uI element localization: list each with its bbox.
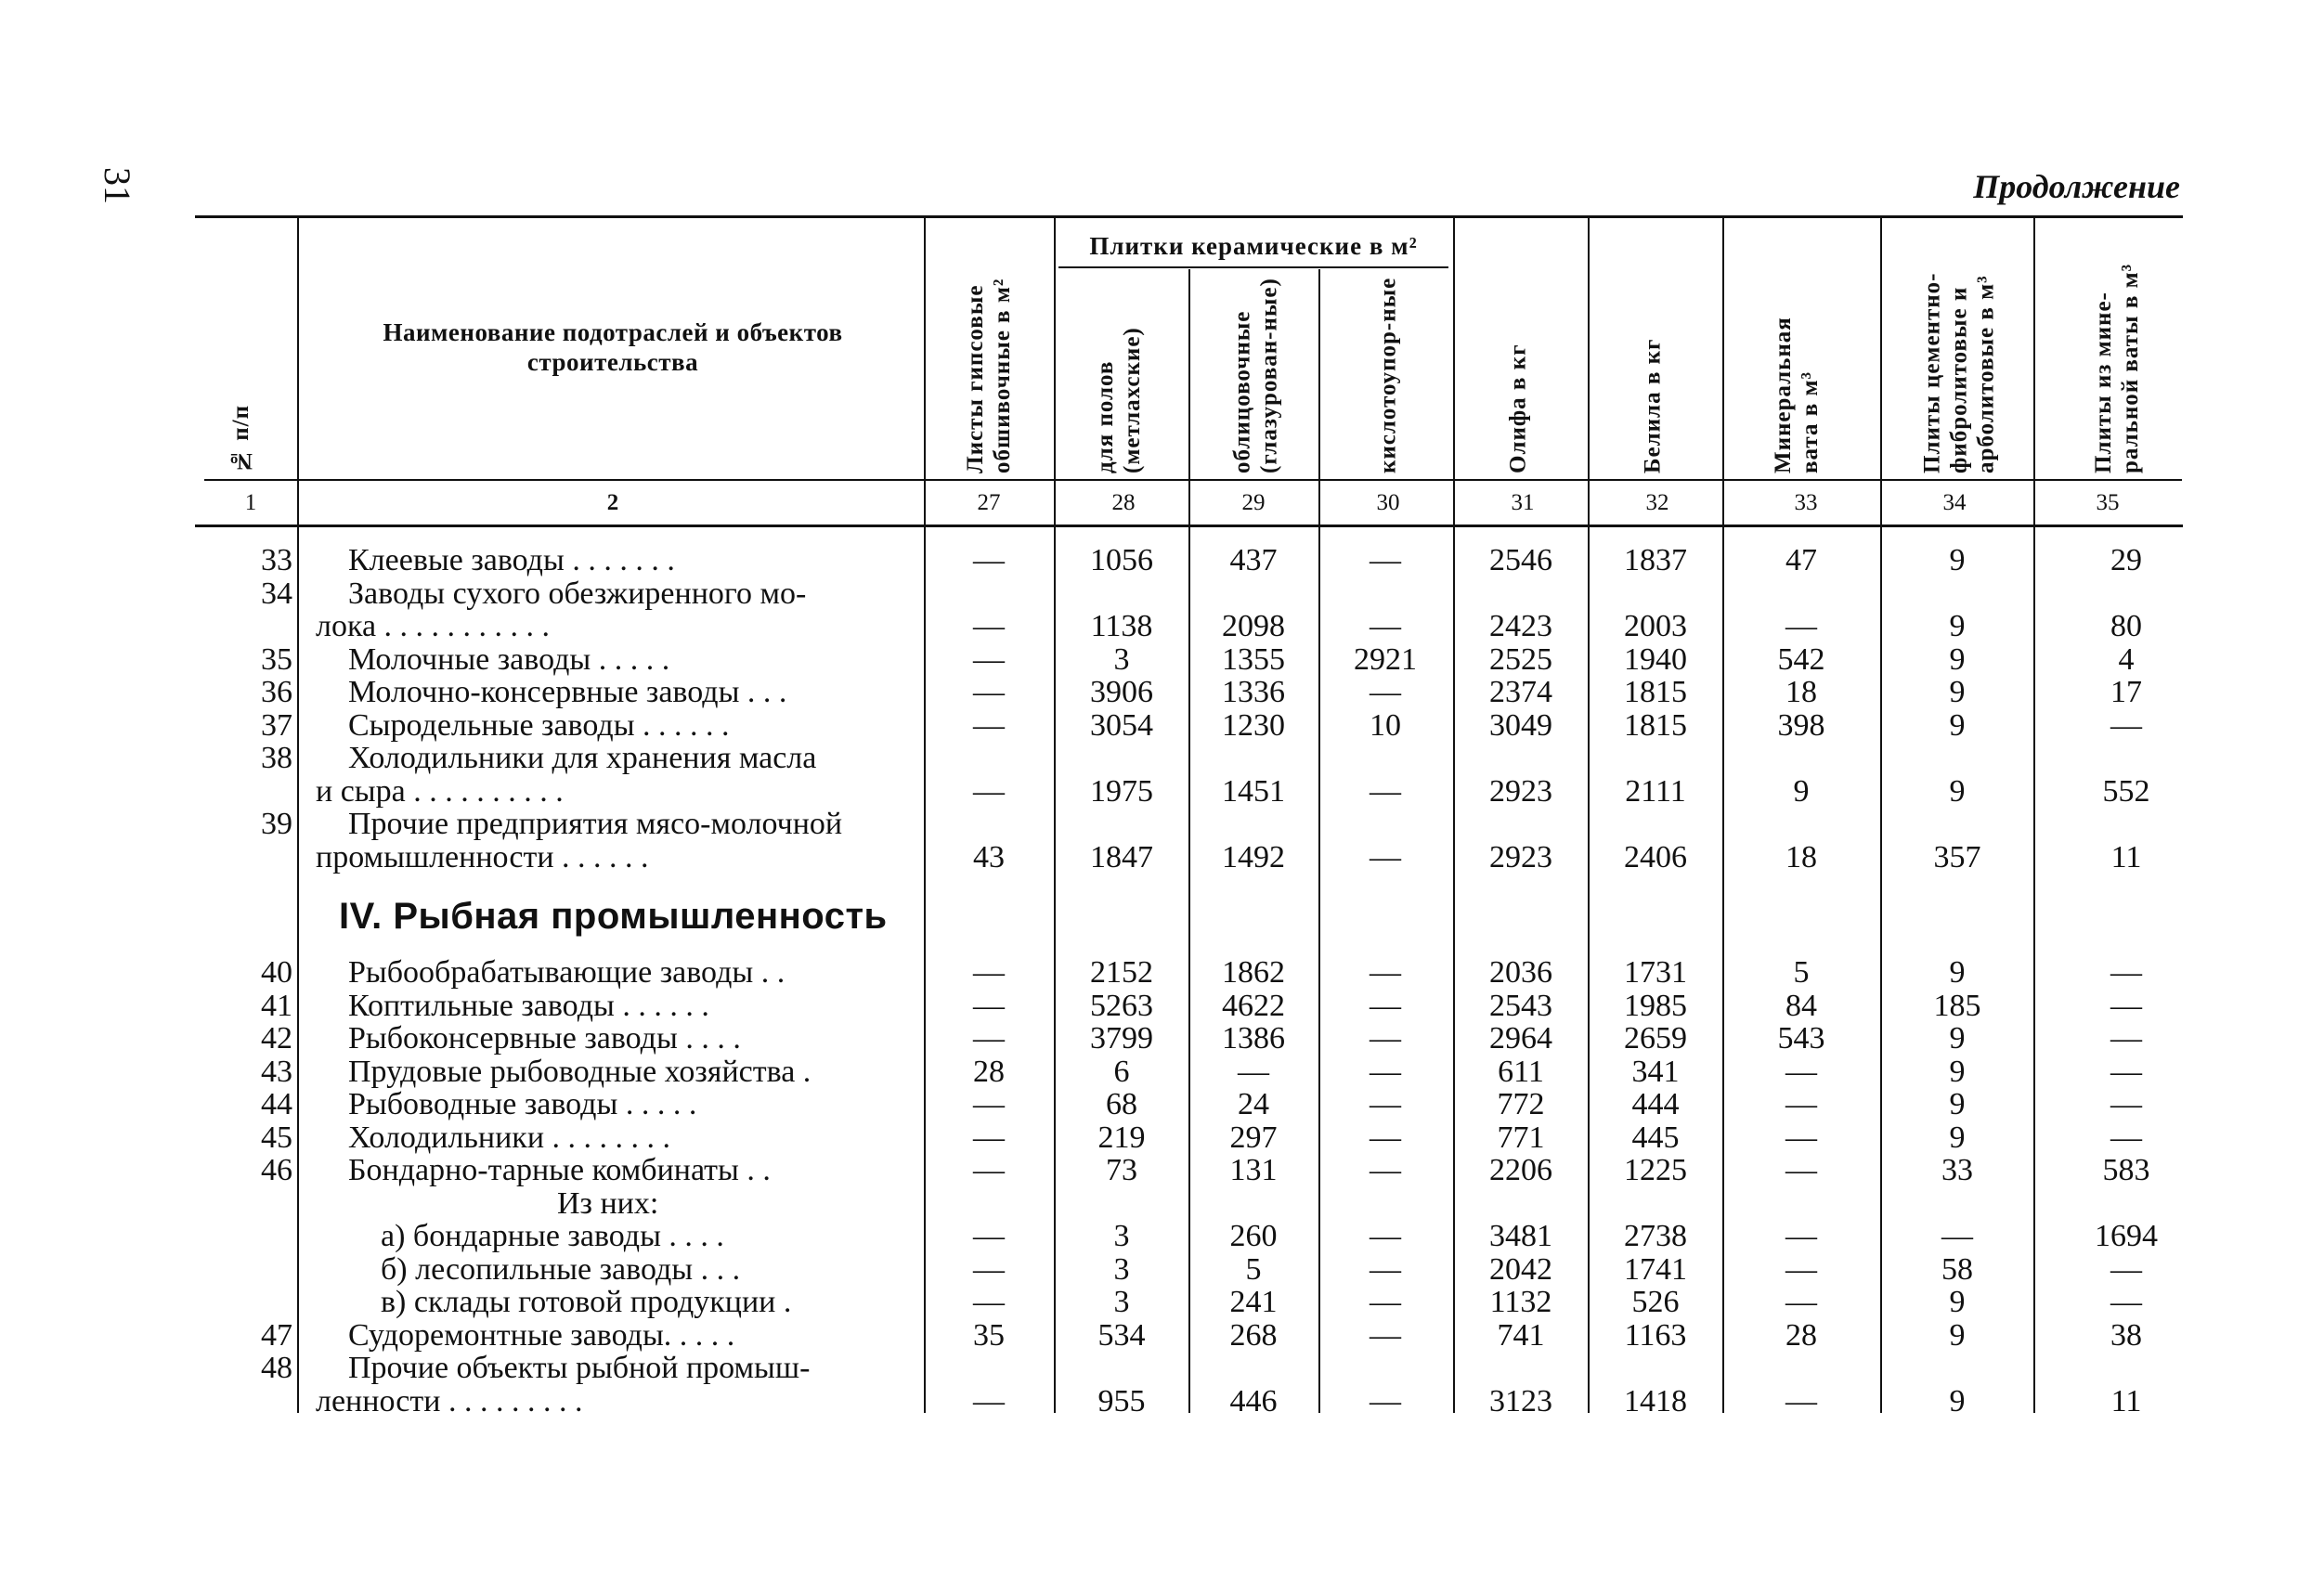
cell-col31: 741 (1497, 1317, 1545, 1353)
row-number: 46 (261, 1153, 292, 1187)
cell-col32: 1815 (1624, 707, 1687, 743)
cell-col28: 3799 (1090, 1021, 1153, 1055)
row-number: 43 (261, 1054, 292, 1089)
row-name-line: Молочно-консервные заводы . . . (348, 676, 787, 709)
cell-col33: 47 (1785, 543, 1817, 577)
row-name-line: Прудовые рыбоводные хозяйства . (348, 1055, 811, 1089)
cell-col35: — (2110, 1120, 2142, 1155)
column-number-35: 35 (2096, 490, 2120, 515)
column-number-29: 29 (1241, 490, 1266, 515)
header-col35: Плиты из мине-ральной ваты в м³ (2091, 263, 2143, 473)
top-rule (195, 215, 2183, 218)
cell-col29: 1451 (1222, 773, 1285, 809)
column-number-32: 32 (1645, 490, 1669, 515)
row-name-line: Из них: (557, 1186, 659, 1221)
column-divider (1880, 215, 1882, 1413)
cell-col34: 357 (1933, 839, 1981, 874)
cell-col35: — (2110, 1251, 2142, 1287)
cell-col31: 2036 (1489, 955, 1552, 990)
cell-col28: 1138 (1090, 609, 1153, 643)
header-col34: Плиты цементно-фибролитовые и арболитовые в м³ (1919, 272, 1999, 473)
row-number: 33 (261, 543, 292, 577)
cell-col31: 2923 (1489, 839, 1552, 874)
cell-col35: — (2110, 1054, 2142, 1089)
cell-col29: 1230 (1222, 707, 1285, 743)
row-name-line: Рыбоконсервные заводы . . . . (348, 1022, 741, 1055)
cell-col34: 33 (1941, 1153, 1973, 1187)
row-name-line: Прочие объекты рыбной промыш- (348, 1352, 811, 1385)
row-number: 45 (261, 1120, 292, 1155)
column-divider (1588, 215, 1590, 1413)
cell-col34: 9 (1949, 955, 1966, 990)
cell-col27: — (973, 1285, 1005, 1319)
cell-col34: 9 (1949, 773, 1966, 809)
header-col29: облицовочные (глазурован-ные) (1229, 278, 1282, 473)
cell-col31: 2923 (1489, 773, 1552, 809)
cell-col34: 58 (1941, 1251, 1973, 1287)
cell-col30: — (1370, 955, 1401, 990)
cell-col33: — (1785, 609, 1817, 643)
cell-col35: — (2110, 707, 2142, 743)
cell-col27: — (973, 675, 1005, 709)
row-number: 47 (261, 1317, 292, 1353)
cell-col30: — (1370, 1251, 1401, 1287)
cell-col35: 38 (2110, 1317, 2142, 1353)
cell-col32: 444 (1631, 1087, 1680, 1121)
cell-col32: 341 (1631, 1054, 1680, 1089)
mid-rule (195, 525, 2183, 527)
row-number: 34 (261, 576, 292, 611)
column-divider (1722, 215, 1724, 1413)
header-col28: для полов (метлахские) (1093, 327, 1145, 473)
header-ceramic-group: Плитки керамические в м² (1089, 232, 1418, 260)
cell-col30: — (1370, 543, 1401, 577)
cell-col32: 445 (1631, 1120, 1680, 1155)
cell-col32: 2659 (1624, 1021, 1687, 1055)
cell-col35: 583 (2102, 1153, 2150, 1187)
row-number: 38 (261, 741, 292, 775)
cell-col32: 1837 (1624, 543, 1687, 577)
cell-col29: — (1238, 1054, 1269, 1089)
row-number: 48 (261, 1351, 292, 1385)
cell-col35: — (2110, 955, 2142, 990)
row-name-line: Бондарно-тарные комбинаты . . (348, 1154, 771, 1187)
header-col31: Олифа в кг (1505, 343, 1531, 473)
cell-col30: — (1370, 609, 1401, 643)
cell-col27: — (973, 955, 1005, 990)
cell-col30: — (1370, 1120, 1401, 1155)
cell-col34: 9 (1949, 1383, 1966, 1418)
row-number: 44 (261, 1087, 292, 1121)
cell-col28: 1847 (1090, 839, 1153, 874)
cell-col29: 1355 (1222, 641, 1285, 677)
cell-col30: — (1370, 1153, 1401, 1187)
cell-col34: 9 (1949, 1285, 1966, 1319)
row-name-line: б) лесопильные заводы . . . (381, 1252, 741, 1287)
cell-col34: — (1941, 1219, 1973, 1253)
cell-col31: 3481 (1489, 1219, 1552, 1253)
cell-col34: 9 (1949, 609, 1966, 643)
row-name-line: Судоремонтные заводы. . . . . (348, 1318, 735, 1353)
cell-col33: 18 (1785, 675, 1817, 709)
cell-col27: — (973, 1120, 1005, 1155)
cell-col32: 1940 (1624, 641, 1687, 677)
header-bottom-rule (204, 479, 2182, 481)
cell-col32: 2738 (1624, 1219, 1687, 1253)
cell-col34: 9 (1949, 1120, 1966, 1155)
cell-col34: 9 (1949, 543, 1966, 577)
cell-col33: 543 (1777, 1021, 1825, 1055)
cell-col31: 772 (1497, 1087, 1545, 1121)
cell-col33: 9 (1793, 773, 1810, 809)
cell-col33: — (1785, 1383, 1817, 1418)
cell-col28: 3 (1113, 1251, 1130, 1287)
group-rule (1058, 266, 1448, 268)
cell-col31: 3049 (1489, 707, 1552, 743)
row-name-line: Клеевые заводы . . . . . . . (348, 544, 675, 577)
cell-col33: — (1785, 1219, 1817, 1253)
cell-col32: 1225 (1624, 1153, 1687, 1187)
row-number: 40 (261, 955, 292, 990)
cell-col28: 219 (1097, 1120, 1146, 1155)
cell-col33: 398 (1777, 707, 1825, 743)
column-divider (1054, 215, 1056, 1413)
cell-col35: 1694 (2095, 1219, 2158, 1253)
cell-col27: — (973, 609, 1005, 643)
cell-col33: 542 (1777, 641, 1825, 677)
cell-col32: 526 (1631, 1285, 1680, 1319)
cell-col31: 2546 (1489, 543, 1552, 577)
header-row-number: № п/п (228, 404, 253, 473)
row-name-line: Сыродельные заводы . . . . . . (348, 708, 730, 743)
row-name-line: Рыбообрабатывающие заводы . . (348, 956, 785, 990)
cell-col34: 9 (1949, 707, 1966, 743)
cell-col28: 3 (1113, 1285, 1130, 1319)
row-name-line: Рыбоводные заводы . . . . . (348, 1088, 697, 1121)
row-name-line: промышленности . . . . . . (316, 840, 649, 874)
cell-col30: — (1370, 1054, 1401, 1089)
cell-col28: 2152 (1090, 955, 1153, 990)
cell-col30: — (1370, 1383, 1401, 1418)
row-number: 41 (261, 988, 292, 1023)
cell-col27: — (973, 1219, 1005, 1253)
cell-col27: — (973, 773, 1005, 809)
row-name-line: Коптильные заводы . . . . . . (348, 989, 709, 1023)
cell-col34: 9 (1949, 675, 1966, 709)
column-divider (297, 215, 299, 1413)
row-name-line: Заводы сухого обезжиренного мо- (348, 576, 807, 611)
cell-col30: — (1370, 1317, 1401, 1353)
cell-col34: 9 (1949, 641, 1966, 677)
cell-col34: 9 (1949, 1317, 1966, 1353)
cell-col35: — (2110, 988, 2142, 1023)
cell-col29: 1492 (1222, 839, 1285, 874)
header-name: Наименование подотраслей и объектов строительства (383, 318, 843, 376)
cell-col31: 1132 (1489, 1285, 1552, 1319)
cell-col32: 1741 (1624, 1251, 1687, 1287)
cell-col28: 6 (1113, 1054, 1130, 1089)
cell-col27: 43 (973, 839, 1005, 874)
cell-col32: 2003 (1624, 609, 1687, 643)
column-divider (2033, 215, 2035, 1413)
cell-col30: — (1370, 1021, 1401, 1055)
cell-col27: — (973, 988, 1005, 1023)
cell-col30: 10 (1370, 707, 1401, 743)
cell-col30: — (1370, 988, 1401, 1023)
row-name-line: в) склады готовой продукции . (381, 1286, 792, 1319)
cell-col27: — (973, 1087, 1005, 1121)
cell-col33: — (1785, 1285, 1817, 1319)
cell-col35: 11 (2110, 839, 2142, 874)
column-number-27: 27 (977, 490, 1001, 515)
row-name-line: ленности . . . . . . . . . (316, 1384, 583, 1418)
cell-col29: 24 (1238, 1087, 1269, 1121)
cell-col27: 28 (973, 1054, 1005, 1089)
cell-col32: 1418 (1624, 1383, 1687, 1418)
cell-col34: 9 (1949, 1087, 1966, 1121)
cell-col28: 534 (1097, 1317, 1146, 1353)
row-name-line: Холодильники . . . . . . . . (348, 1120, 671, 1155)
column-number-31: 31 (1511, 490, 1535, 515)
cell-col35: 4 (2118, 641, 2135, 677)
continued-label: Продолжение (1973, 168, 2180, 205)
cell-col34: 9 (1949, 1054, 1966, 1089)
cell-col28: 3906 (1090, 675, 1153, 709)
cell-col35: 80 (2110, 609, 2142, 643)
cell-col28: 3 (1113, 641, 1130, 677)
cell-col31: 2543 (1489, 988, 1552, 1023)
cell-col35: 17 (2110, 675, 2142, 709)
cell-col30: — (1370, 773, 1401, 809)
row-name-line: Молочные заводы . . . . . (348, 642, 670, 677)
column-divider (1318, 269, 1320, 1413)
row-number: 36 (261, 675, 292, 709)
cell-col27: — (973, 641, 1005, 677)
cell-col33: — (1785, 1251, 1817, 1287)
column-divider (1453, 215, 1455, 1413)
cell-col27: — (973, 543, 1005, 577)
cell-col30: 2921 (1354, 641, 1417, 677)
cell-col30: — (1370, 1285, 1401, 1319)
cell-col33: — (1785, 1120, 1817, 1155)
row-name-line: и сыра . . . . . . . . . . (316, 774, 564, 809)
cell-col27: — (973, 1021, 1005, 1055)
cell-col32: 1163 (1624, 1317, 1687, 1353)
header-col30: кислотоупор-ные (1375, 277, 1401, 473)
cell-col29: 260 (1229, 1219, 1278, 1253)
column-number-1: 1 (244, 490, 257, 515)
column-divider (1188, 269, 1190, 1413)
cell-col32: 1731 (1624, 955, 1687, 990)
cell-col33: 84 (1785, 988, 1817, 1023)
row-name-line: а) бондарные заводы . . . . (381, 1220, 724, 1253)
cell-col29: 297 (1229, 1120, 1278, 1155)
cell-col34: 9 (1949, 1021, 1966, 1055)
row-number: 35 (261, 641, 292, 677)
header-col32: Белила в кг (1640, 338, 1666, 473)
cell-col35: — (2110, 1021, 2142, 1055)
row-name-line: Прочие предприятия мясо-молочной (348, 808, 843, 841)
cell-col29: 4622 (1222, 988, 1285, 1023)
cell-col33: — (1785, 1087, 1817, 1121)
page-number: 31 (97, 167, 138, 204)
cell-col31: 611 (1498, 1054, 1544, 1089)
cell-col29: 1862 (1222, 955, 1285, 990)
cell-col29: 241 (1229, 1285, 1278, 1319)
cell-col28: 955 (1097, 1383, 1146, 1418)
cell-col33: 28 (1785, 1317, 1817, 1353)
cell-col28: 5263 (1090, 988, 1153, 1023)
cell-col31: 2423 (1489, 609, 1552, 643)
cell-col28: 1975 (1090, 773, 1153, 809)
column-divider (924, 215, 926, 1413)
cell-col35: — (2110, 1087, 2142, 1121)
cell-col33: — (1785, 1054, 1817, 1089)
cell-col29: 1386 (1222, 1021, 1285, 1055)
cell-col31: 3123 (1489, 1383, 1552, 1418)
cell-col32: 1815 (1624, 675, 1687, 709)
column-number-30: 30 (1376, 490, 1400, 515)
cell-col29: 2098 (1222, 609, 1285, 643)
cell-col27: — (973, 1251, 1005, 1287)
cell-col27: — (973, 707, 1005, 743)
cell-col30: — (1370, 839, 1401, 874)
cell-col27: — (973, 1153, 1005, 1187)
cell-col33: 5 (1793, 955, 1810, 990)
cell-col32: 2111 (1625, 773, 1686, 809)
cell-col35: 11 (2110, 1383, 2142, 1418)
cell-col31: 771 (1497, 1120, 1545, 1155)
cell-col30: — (1370, 675, 1401, 709)
section-title: IV. Рыбная промышленность (339, 896, 888, 937)
cell-col28: 3 (1113, 1219, 1130, 1253)
cell-col33: — (1785, 1153, 1817, 1187)
cell-col31: 2206 (1489, 1153, 1552, 1187)
cell-col29: 437 (1229, 543, 1278, 577)
cell-col29: 1336 (1222, 675, 1285, 709)
cell-col31: 2964 (1489, 1021, 1552, 1055)
cell-col30: — (1370, 1087, 1401, 1121)
column-number-2: 2 (606, 490, 619, 515)
cell-col35: 29 (2110, 543, 2142, 577)
cell-col31: 2042 (1489, 1251, 1552, 1287)
row-name-line: лока . . . . . . . . . . . (316, 610, 551, 643)
cell-col35: 552 (2102, 773, 2150, 809)
cell-col35: — (2110, 1285, 2142, 1319)
header-col27: Листы гипсовые обшивочные в м² (963, 278, 1015, 473)
row-number: 39 (261, 807, 292, 841)
cell-col28: 3054 (1090, 707, 1153, 743)
cell-col29: 5 (1245, 1251, 1262, 1287)
cell-col27: 35 (973, 1317, 1005, 1353)
cell-col34: 185 (1933, 988, 1981, 1023)
column-number-34: 34 (1942, 490, 1967, 515)
row-name-line: Холодильники для хранения масла (348, 742, 817, 775)
cell-col32: 2406 (1624, 839, 1687, 874)
cell-col32: 1985 (1624, 988, 1687, 1023)
cell-col33: 18 (1785, 839, 1817, 874)
column-number-33: 33 (1794, 490, 1818, 515)
cell-col31: 2525 (1489, 641, 1552, 677)
row-number: 42 (261, 1021, 292, 1055)
cell-col28: 68 (1106, 1087, 1137, 1121)
row-number: 37 (261, 707, 292, 743)
cell-col28: 73 (1106, 1153, 1137, 1187)
cell-col31: 2374 (1489, 675, 1552, 709)
header-col33: Минеральная вата в м³ (1771, 317, 1823, 473)
cell-col29: 268 (1229, 1317, 1278, 1353)
column-number-28: 28 (1111, 490, 1136, 515)
cell-col29: 446 (1229, 1383, 1278, 1418)
cell-col28: 1056 (1090, 543, 1153, 577)
cell-col30: — (1370, 1219, 1401, 1253)
cell-col29: 131 (1229, 1153, 1278, 1187)
cell-col27: — (973, 1383, 1005, 1418)
